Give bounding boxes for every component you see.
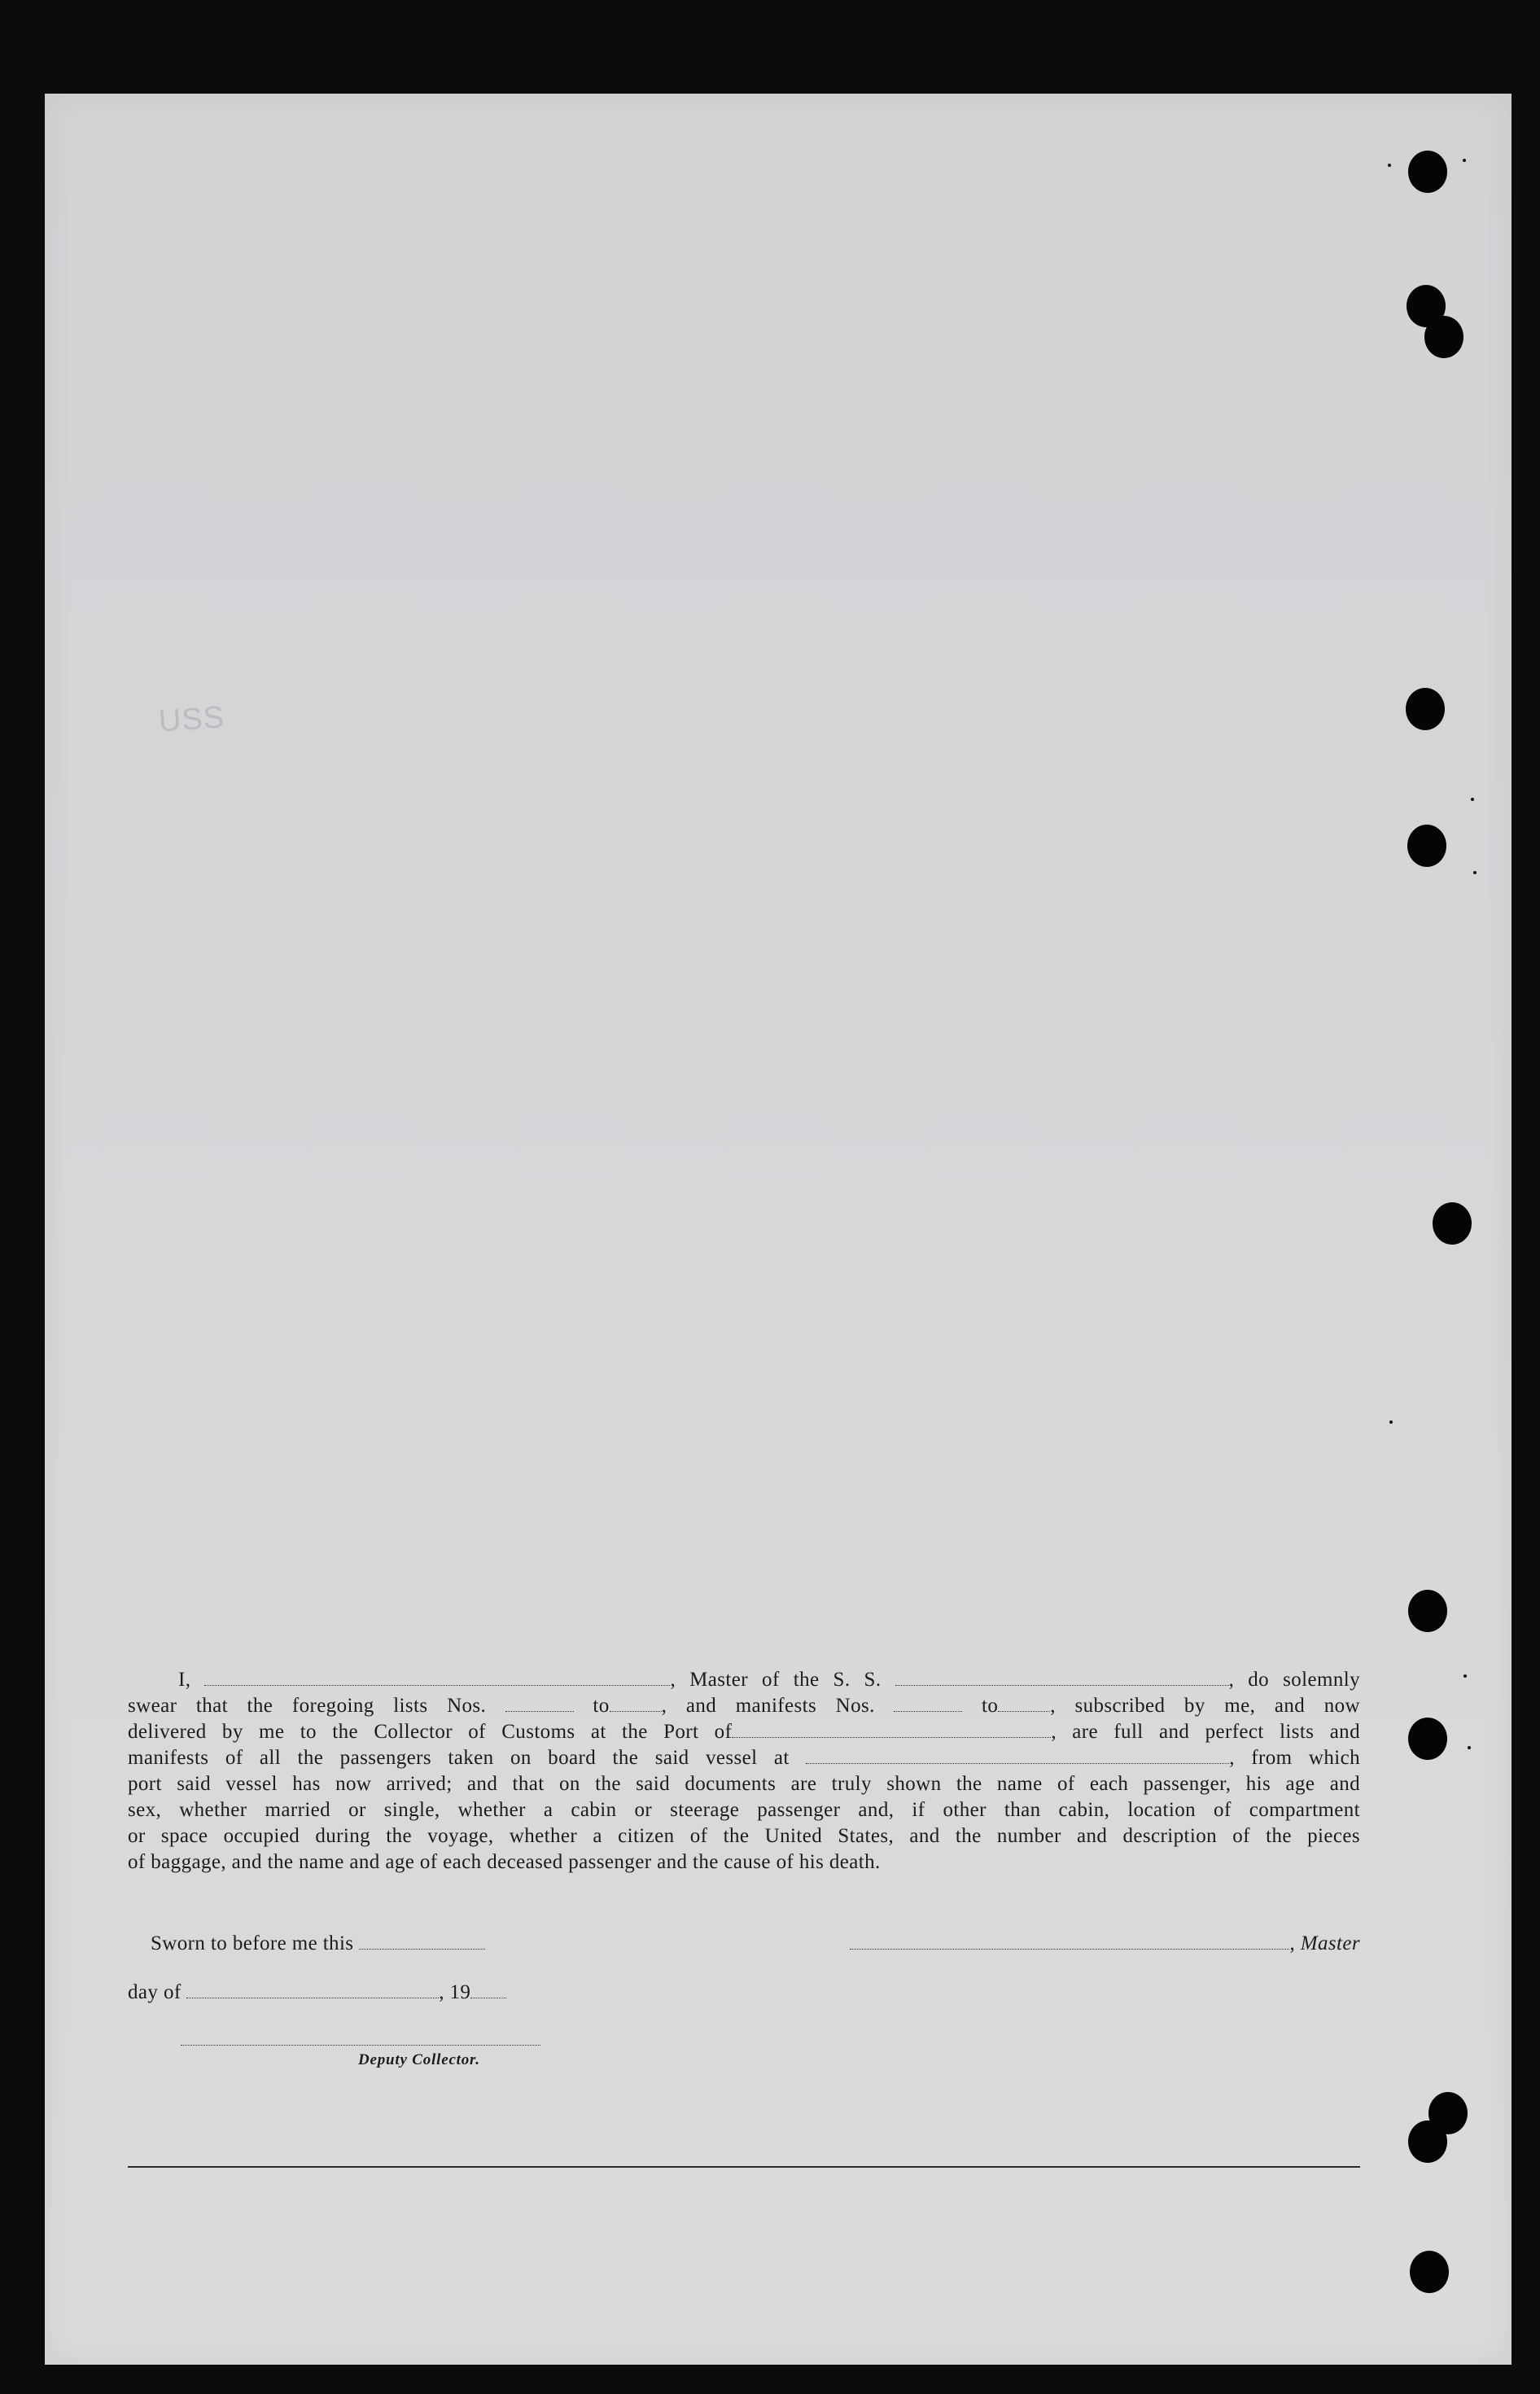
- oath-line-7: or space occupied during the voyage, whether a citizen of the United States, and the number and description of the pieces: [128, 1825, 1360, 1847]
- bottom-rule-divider: [128, 2166, 1360, 2168]
- year-field[interactable]: [470, 1981, 506, 1998]
- master-signature-field[interactable]: [850, 1932, 1289, 1950]
- dust-speck: [1388, 164, 1391, 167]
- oath-line-4: manifests of all the passengers taken on board the said vessel at , from which: [128, 1747, 1360, 1769]
- sworn-statement: Sworn to before me this: [151, 1932, 485, 1955]
- dust-speck: [1468, 1746, 1471, 1749]
- port-field[interactable]: [732, 1721, 1051, 1738]
- master-oath-paragraph: [128, 1667, 1360, 1875]
- binder-hole: [1424, 316, 1463, 358]
- manifests-from-field[interactable]: [894, 1695, 962, 1712]
- sworn-date-field[interactable]: [359, 1932, 485, 1950]
- oath-line-6: sex, whether married or single, whether a cabin or steerage passenger and, if other than cabin, location of compartment: [128, 1799, 1360, 1821]
- oath-line-1: I, , Master of the S. S. , do solemnly: [178, 1669, 1360, 1691]
- deputy-signature-line[interactable]: [181, 2045, 540, 2046]
- master-name-field[interactable]: [204, 1669, 670, 1686]
- master-signature-block: , Master: [850, 1932, 1360, 1955]
- manifest-page: [45, 94, 1512, 2365]
- dust-speck: [1463, 1674, 1467, 1678]
- departure-port-field[interactable]: [806, 1747, 1229, 1764]
- sworn-row: [128, 1932, 1360, 1960]
- oath-line-3: delivered by me to the Collector of Customs at the Port of , are full and perfect lists and: [128, 1721, 1360, 1743]
- day-of-row: day of , 19: [128, 1981, 506, 2004]
- dust-speck: [1473, 871, 1477, 874]
- binder-hole: [1408, 1590, 1447, 1632]
- dust-speck: [1471, 798, 1474, 801]
- binder-hole: [1408, 1718, 1447, 1760]
- binder-hole: [1433, 1202, 1472, 1245]
- faint-stamp-mark: USS: [157, 700, 226, 739]
- binder-hole: [1410, 2251, 1449, 2293]
- day-month-field[interactable]: [186, 1981, 439, 1998]
- binder-hole: [1408, 2120, 1447, 2163]
- manifests-to-field[interactable]: [998, 1695, 1050, 1712]
- oath-line-2: swear that the foregoing lists Nos. to , and manifests Nos. to , subscribed by me, and now: [128, 1695, 1360, 1717]
- lists-from-field[interactable]: [505, 1695, 574, 1712]
- oath-line-8: of baggage, and the name and age of each deceased passenger and the cause of his death.: [128, 1851, 881, 1873]
- binder-hole: [1407, 825, 1446, 867]
- deputy-collector-label: Deputy Collector.: [358, 2051, 480, 2068]
- dust-speck: [1463, 159, 1466, 162]
- ship-name-field[interactable]: [895, 1669, 1229, 1686]
- master-signature-label: Master: [1300, 1932, 1360, 1954]
- binder-hole: [1406, 688, 1445, 730]
- oath-line-5: port said vessel has now arrived; and that on the said documents are truly shown the name of each passenger, his age and: [128, 1773, 1360, 1795]
- binder-hole: [1408, 151, 1447, 193]
- dust-speck: [1389, 1420, 1393, 1424]
- lists-to-field[interactable]: [610, 1695, 662, 1712]
